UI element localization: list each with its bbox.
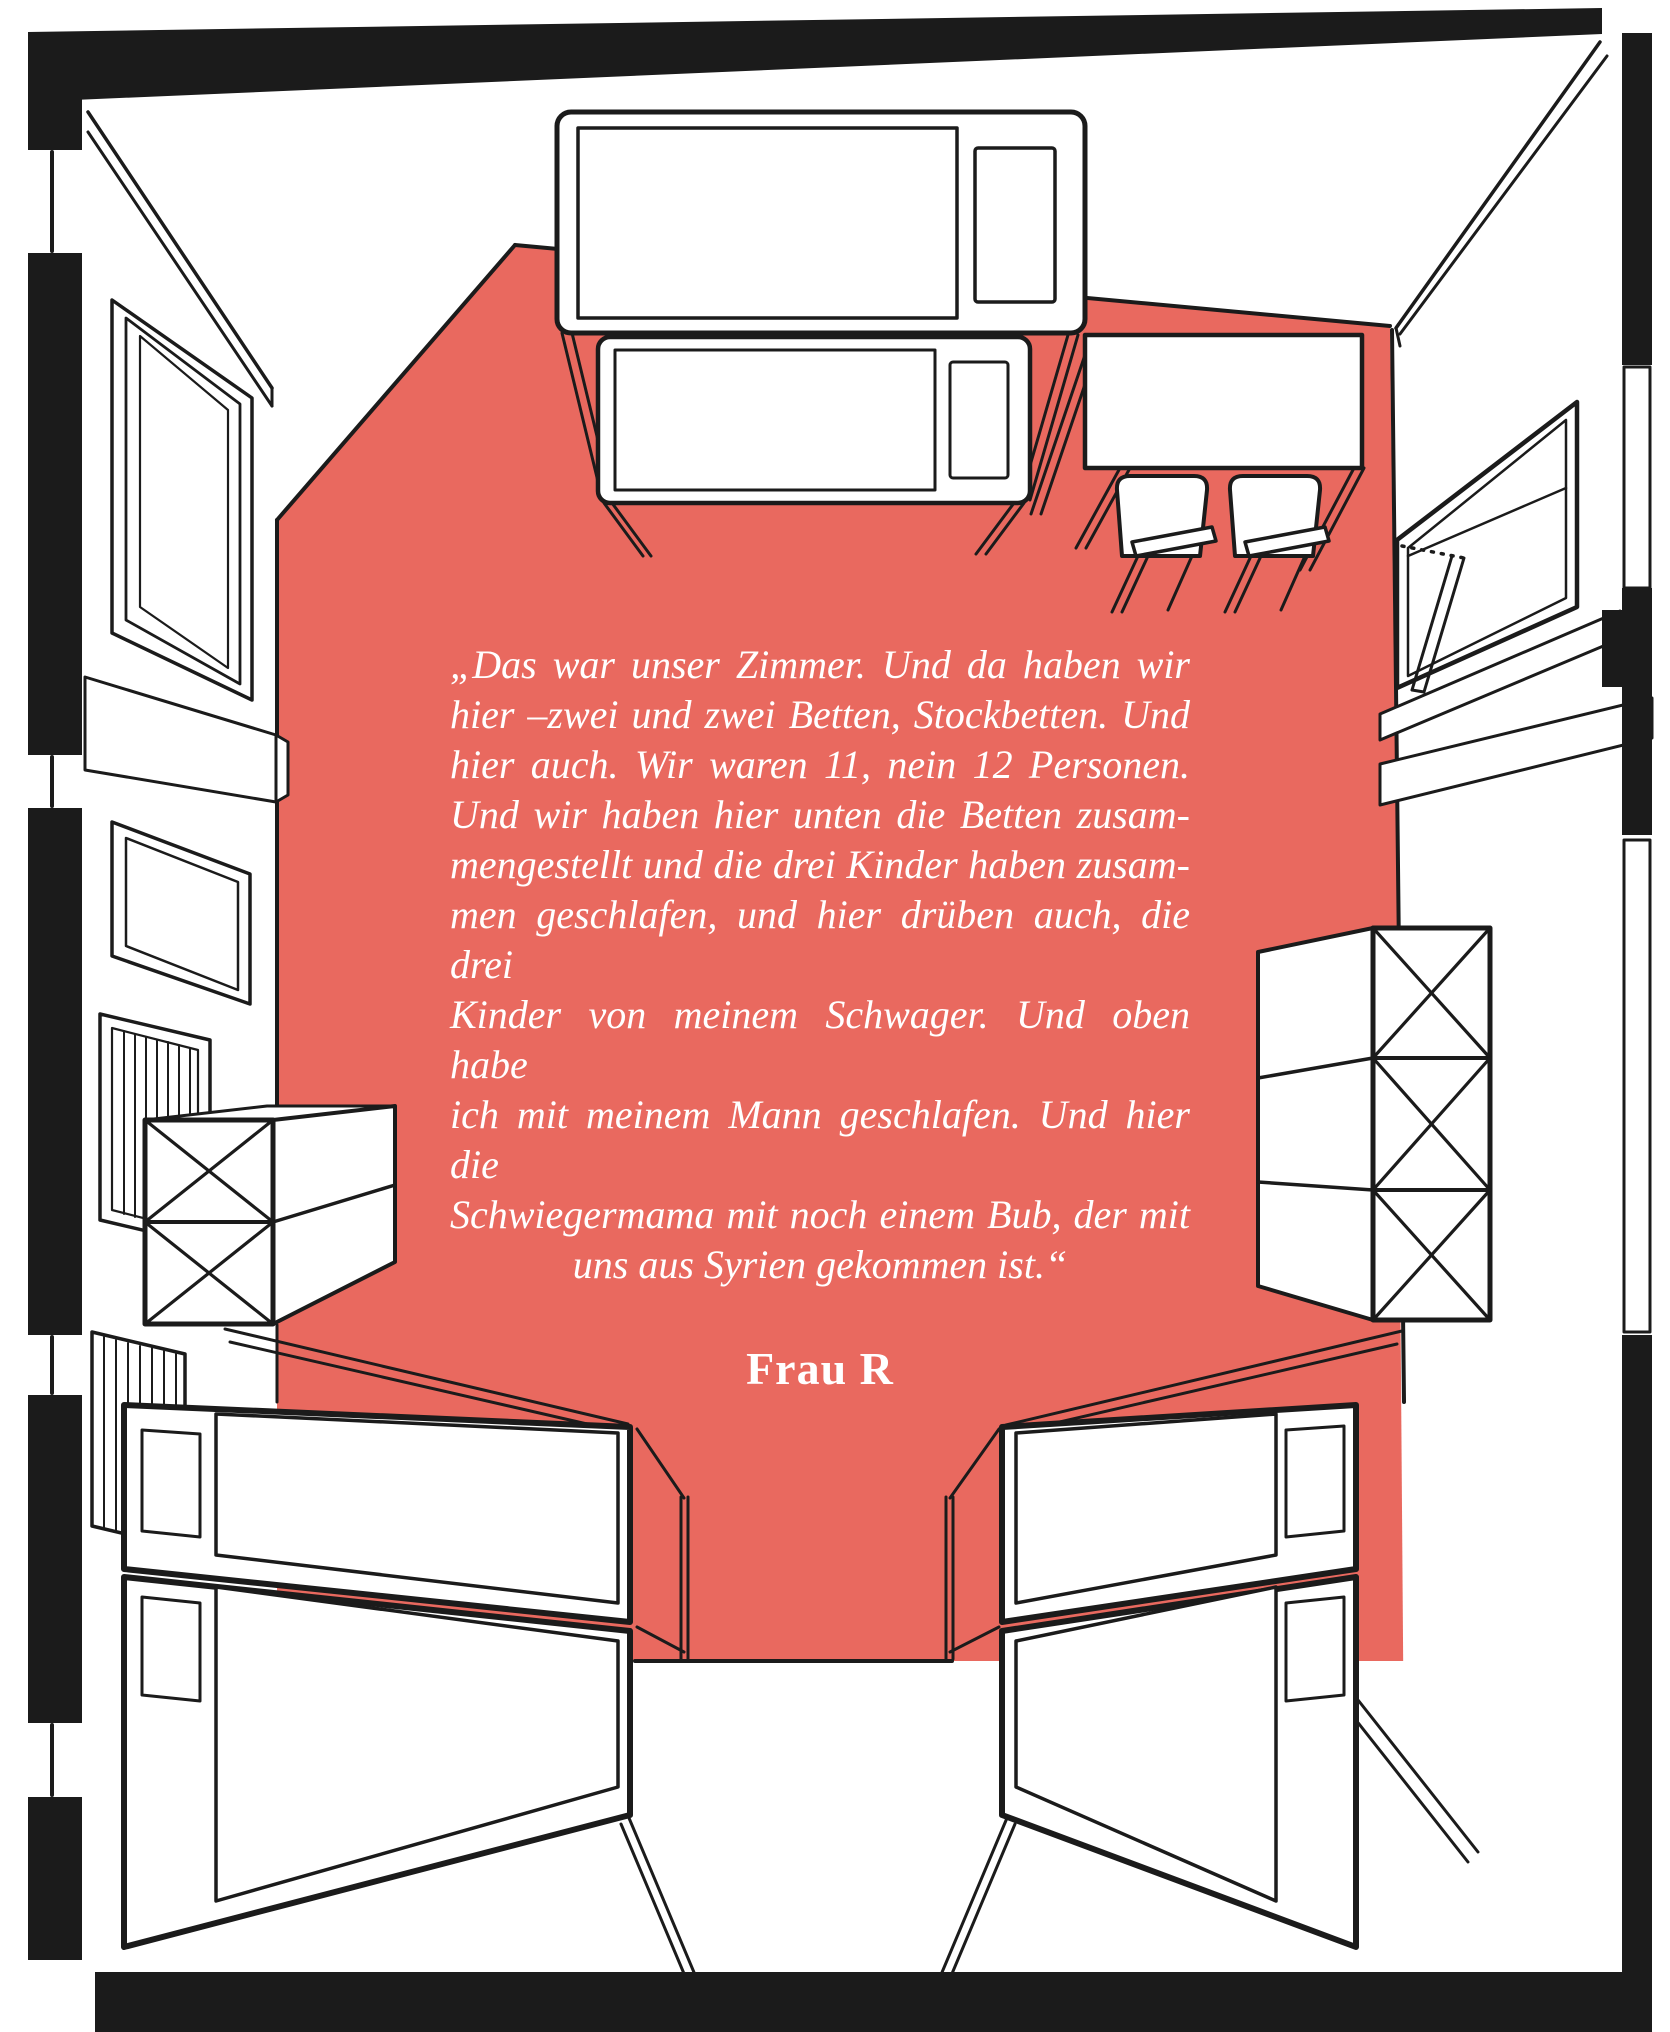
- upper-bed-mattress: [578, 128, 957, 318]
- quote-attribution: Frau R: [746, 1343, 894, 1394]
- window-section-sill: [1624, 367, 1650, 588]
- lower-bed-mattress: [615, 350, 935, 490]
- wall-bottom: [95, 1972, 1652, 2032]
- quote-line: hier auch. Wir waren 11, nein 12 Personen.: [450, 742, 1190, 787]
- quote-line: uns aus Syrien gekommen ist.“: [572, 1242, 1068, 1287]
- quote-line: ich mit meinem Mann geschlafen. Und hier die: [450, 1092, 1190, 1187]
- wall-top: [28, 8, 1602, 102]
- lower-bed-pillow: [1286, 1597, 1344, 1701]
- wardrobe-panel-lower: [112, 822, 250, 1004]
- wardrobe-rail: [85, 677, 288, 802]
- wardrobe-panel-upper: [112, 300, 252, 700]
- bunk-bed-left: [124, 1329, 701, 1995]
- lower-bed-pillow: [142, 1597, 200, 1701]
- quote-block: [450, 640, 1190, 1395]
- quote-line: Schwiegermama mit noch einem Bub, der mit: [450, 1192, 1190, 1237]
- wall-left: [28, 32, 82, 1960]
- quote-line: „Das war unser Zimmer. Und da haben wir: [450, 642, 1190, 687]
- wardrobe-left-wall: [85, 112, 288, 1548]
- table-top: [1085, 335, 1362, 468]
- storage-crates-right: [1258, 928, 1490, 1320]
- quote-line: hier –zwei und zwei Betten, Stockbetten. Und: [450, 692, 1190, 737]
- quote-line: Und wir haben hier unten die Betten zusam-: [450, 792, 1190, 837]
- bunk-bed-right: [935, 1331, 1402, 1995]
- quote-line: men geschlafen, und hier drüben auch, die drei: [450, 892, 1190, 987]
- quote-line: mengestellt und die drei Kinder haben zusam-: [450, 842, 1190, 887]
- upper-bed-pillow: [975, 148, 1055, 302]
- upper-bed-pillow: [142, 1430, 200, 1537]
- quote-line: Kinder von meinem Schwager. Und oben habe: [450, 992, 1190, 1087]
- window-section-sill: [1624, 840, 1650, 1332]
- lower-bed-pillow: [950, 362, 1008, 478]
- bunk-bed-back: [557, 112, 1085, 556]
- upper-bed-pillow: [1286, 1426, 1344, 1537]
